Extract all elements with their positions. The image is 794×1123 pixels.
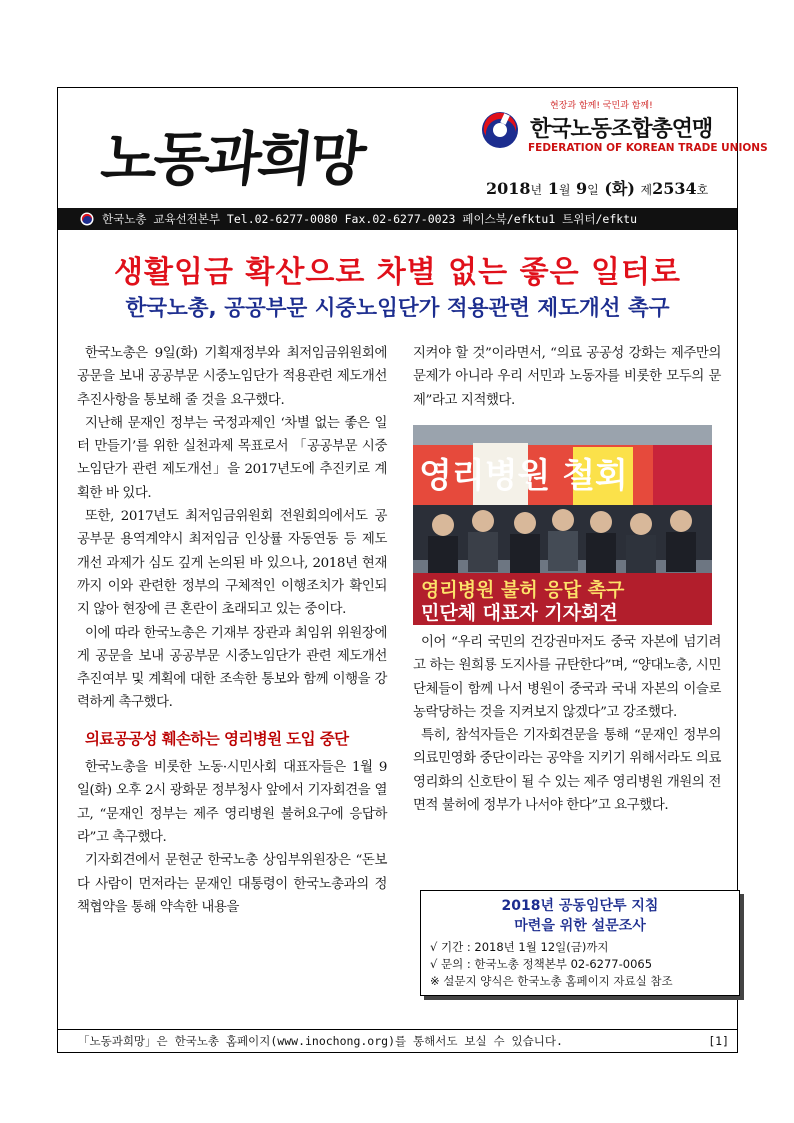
article-paragraph: 지난해 문재인 정부는 국정과제인 ‘차별 없는 좋은 일터 만들기’를 위한 실천과제 목표로서 「공공부문 시중노임단가 관련 제도개선」을 2017년도에 추진키로 계획한 바 있다. xyxy=(77,415,387,501)
issue-month: 1 xyxy=(547,179,559,198)
article-paragraph: 또한, 2017년도 최저임금위원회 전원회의에서도 공공부문 용역계약시 최저임금 인상률 자동연동 등 제도개선 과제가 심도 깊게 논의된 바 있으나, 2018년 현재까지 이와 관련한 정부의 구체적인 이행조치가 확인되지 않아 현장에 큰 혼란이 초래되고 있는 중이다. xyxy=(77,509,387,618)
headline: 생활임금 확산으로 차별 없는 좋은 일터로 xyxy=(114,255,681,290)
left-column xyxy=(77,342,387,919)
issue-number: 2534 xyxy=(652,179,697,198)
contact-info: 한국노총 교육선전본부 Tel.02-6277-0080 Fax.02-6277-0023 페이스북/efktu1 트위터/efktu xyxy=(102,212,638,226)
survey-notice-box xyxy=(420,890,740,996)
article-paragraph: 한국노총은 9일(화) 기획재정부와 최저임금위원회에 공문을 보내 공공부문 시중노임단가 적용관련 제도개선 추진사항을 통보해 줄 것을 요구했다. xyxy=(77,346,387,408)
article-paragraph: 지켜야 할 것”이라면서, “의료 공공성 강화는 제주만의 문제가 아니라 우리 서민과 노동자를 비롯한 모두의 문제”라고 지적했다. xyxy=(413,346,721,408)
footer xyxy=(58,1030,737,1052)
org-slogan: 현장과 함께! 국민과 함께! xyxy=(550,101,653,111)
right-column-top xyxy=(413,342,721,412)
article-paragraph: 한국노총을 비롯한 노동·시민사회 대표자들은 1월 9일(화) 오후 2시 광화문 정부청사 앞에서 기자회견을 열고, “문재인 정부는 제주 영리병원 불허요구에 응답하라”고 촉구했다. xyxy=(77,760,387,845)
issue-day-unit: 일 xyxy=(587,183,599,197)
org-block xyxy=(480,98,768,168)
issue-weekday: (화) xyxy=(604,179,635,198)
issue-number-prefix: 제 xyxy=(640,183,653,197)
survey-period: √ 기간 : 2018년 1월 12일(금)까지 xyxy=(430,940,609,954)
section-title: 의료공공성 훼손하는 영리병원 도입 중단 xyxy=(85,729,349,748)
fktu-logo-icon xyxy=(480,110,520,150)
photo-banner-top: 영리병원 철회 xyxy=(419,456,628,496)
photo-banner-bottom-2: 민단체 대표자 기자회견 xyxy=(421,602,618,624)
page-number: [1] xyxy=(708,1034,729,1048)
photo-banner-bottom-1: 영리병원 불허 응답 촉구 xyxy=(421,579,625,601)
article-paragraph: 기자회견에서 문현군 한국노총 상임부위원장은 “돈보다 사람이 먼저라는 문재인 대통령이 한국노총과의 정책협약을 통해 약속한 내용을 xyxy=(77,853,387,915)
survey-note: ※ 설문지 양식은 한국노총 홈페이지 자료실 참조 xyxy=(430,974,673,988)
survey-title-line-1: 2018년 공동임단투 지침 xyxy=(501,898,659,914)
newsletter-title: 노동과희망 xyxy=(97,125,366,193)
survey-title-line-2: 마련을 위한 설문조사 xyxy=(514,918,646,934)
issue-year: 2018 xyxy=(486,179,531,198)
article-paragraph: 이어 “우리 국민의 건강권마저도 중국 자본에 넘기려고 하는 원희룡 도지사를 규탄한다”며, “양대노총, 시민단체들이 함께 나서 병원이 중국과 국내 자본의 이슬로 농락당하는 것을 지켜보지 않겠다”고 강조했다. xyxy=(413,635,721,720)
article-paragraph: 이에 따라 한국노총은 기재부 장관과 최임위 위원장에게 공문을 보내 공공부문 시중노임단가 관련 제도개선 추진여부 및 계획에 대한 조속한 통보와 함께 이행을 강력하게 촉구했다. xyxy=(77,625,387,711)
issue-number-unit: 호 xyxy=(696,183,709,197)
footer-text: 「노동과희망」은 한국노총 홈페이지(www.inochong.org)를 통해서도 보실 수 있습니다. xyxy=(78,1034,563,1048)
subheadline: 한국노총, 공공부문 시중노임단가 적용관련 제도개선 촉구 xyxy=(125,296,670,321)
org-name: 한국노동조합총연맹 xyxy=(530,117,713,142)
issue-month-unit: 월 xyxy=(558,183,571,197)
masthead xyxy=(62,94,422,204)
photo-illustration xyxy=(413,425,712,625)
right-column-bottom xyxy=(413,631,721,817)
article-paragraph: 특히, 참석자들은 기자회견문을 통해 “문재인 정부의 의료민영화 중단이라는 공약을 지키기 위해서라도 의료 영리화의 신호탄이 될 수 있는 제주 영리병원 개원의 전면적 불허에 정부가 나서야 한다”고 요구했다. xyxy=(413,728,721,814)
contact-bar xyxy=(58,208,737,230)
org-english-name: FEDERATION OF KOREAN TRADE UNIONS xyxy=(528,142,768,154)
fktu-mini-logo-icon xyxy=(80,212,94,226)
survey-contact: √ 문의 : 한국노총 정책본부 02-6277-0065 xyxy=(430,957,653,971)
issue-day: 9 xyxy=(576,179,588,198)
issue-year-unit: 년 xyxy=(530,183,543,197)
issue-date xyxy=(486,176,708,199)
press-conference-photo xyxy=(413,425,712,625)
